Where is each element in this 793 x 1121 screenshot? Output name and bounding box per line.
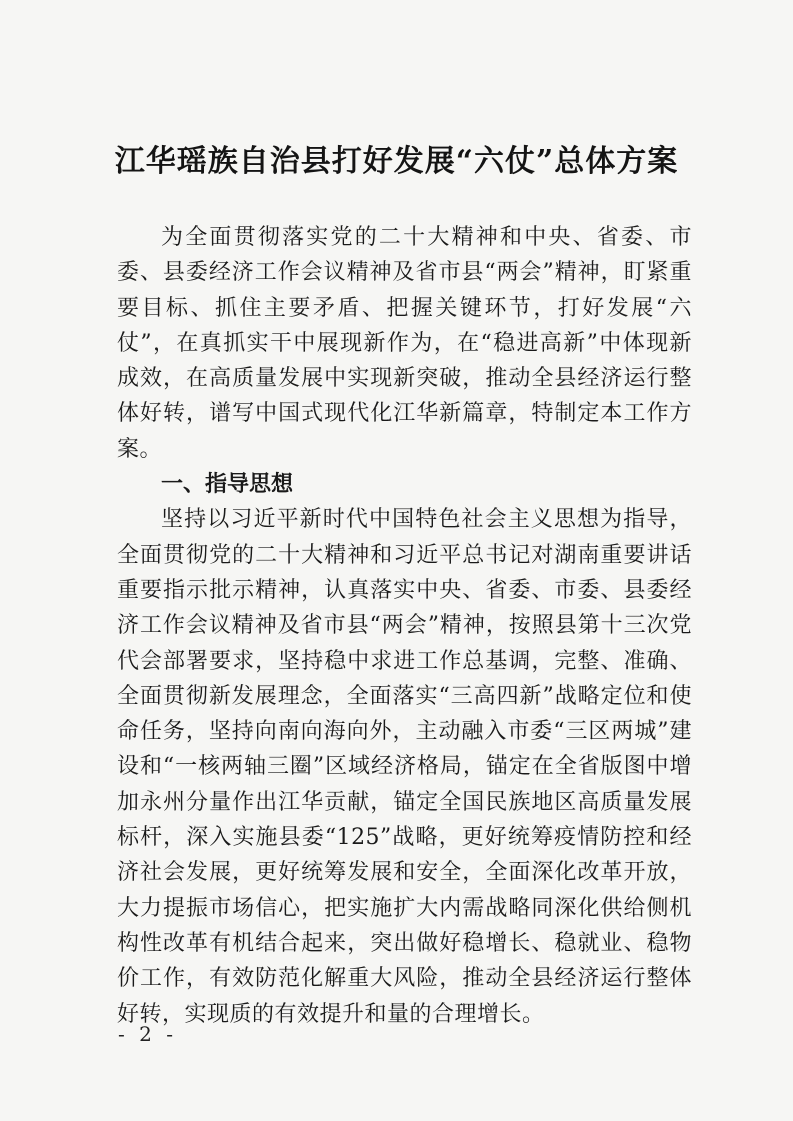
intro-paragraph: 为全面贯彻落实党的二十大精神和中央、省委、市委、县委经济工作会议精神及省市县“两会”精神，盯紧重要目标、抓住主要矛盾、把握关键环节，打好发展“六仗”，在真抓实干中展现新作为，在“稳进高新”中体现新成效，在高质量发展中实现新突破，推动全县经济运行整体好转，谱写中国式现代化江华新篇章，特制定本工作方案。 bbox=[117, 225, 692, 462]
section-heading-guiding-ideology: 一、指导思想 bbox=[161, 472, 294, 498]
document-body bbox=[117, 220, 692, 1032]
document-title: 江华瑶族自治县打好发展“六仗”总体方案 bbox=[114, 144, 679, 179]
guiding-ideology-paragraph: 坚持以习近平新时代中国特色社会主义思想为指导，全面贯彻党的二十大精神和习近平总书记对湖南重要讲话重要指示批示精神，认真落实中央、省委、市委、县委经济工作会议精神及省市县“两会”精神，按照县第十三次党代会部署要求，坚持稳中求进工作总基调，完整、准确、全面贯彻新发展理念，全面落实“三高四新”战略定位和使命任务，坚持向南向海向外，主动融入市委“三区两城”建设和“一核两轴三圈”区域经济格局，锚定在全省版图中增加永州分量作出江华贡献，锚定全国民族地区高质量发展标杆，深入实施县委“125”战略，更好统筹疫情防控和经济社会发展，更好统筹发展和安全，全面深化改革开放，大力提振市场信心，把实施扩大内需战略同深化供给侧机构性改革有机结合起来，突出做好稳增长、稳就业、稳物价工作，有效防范化解重大风险，推动全县经济运行整体好转，实现质的有效提升和量的合理增长。 bbox=[117, 507, 692, 1027]
page-number: - 2 - bbox=[118, 1022, 177, 1046]
